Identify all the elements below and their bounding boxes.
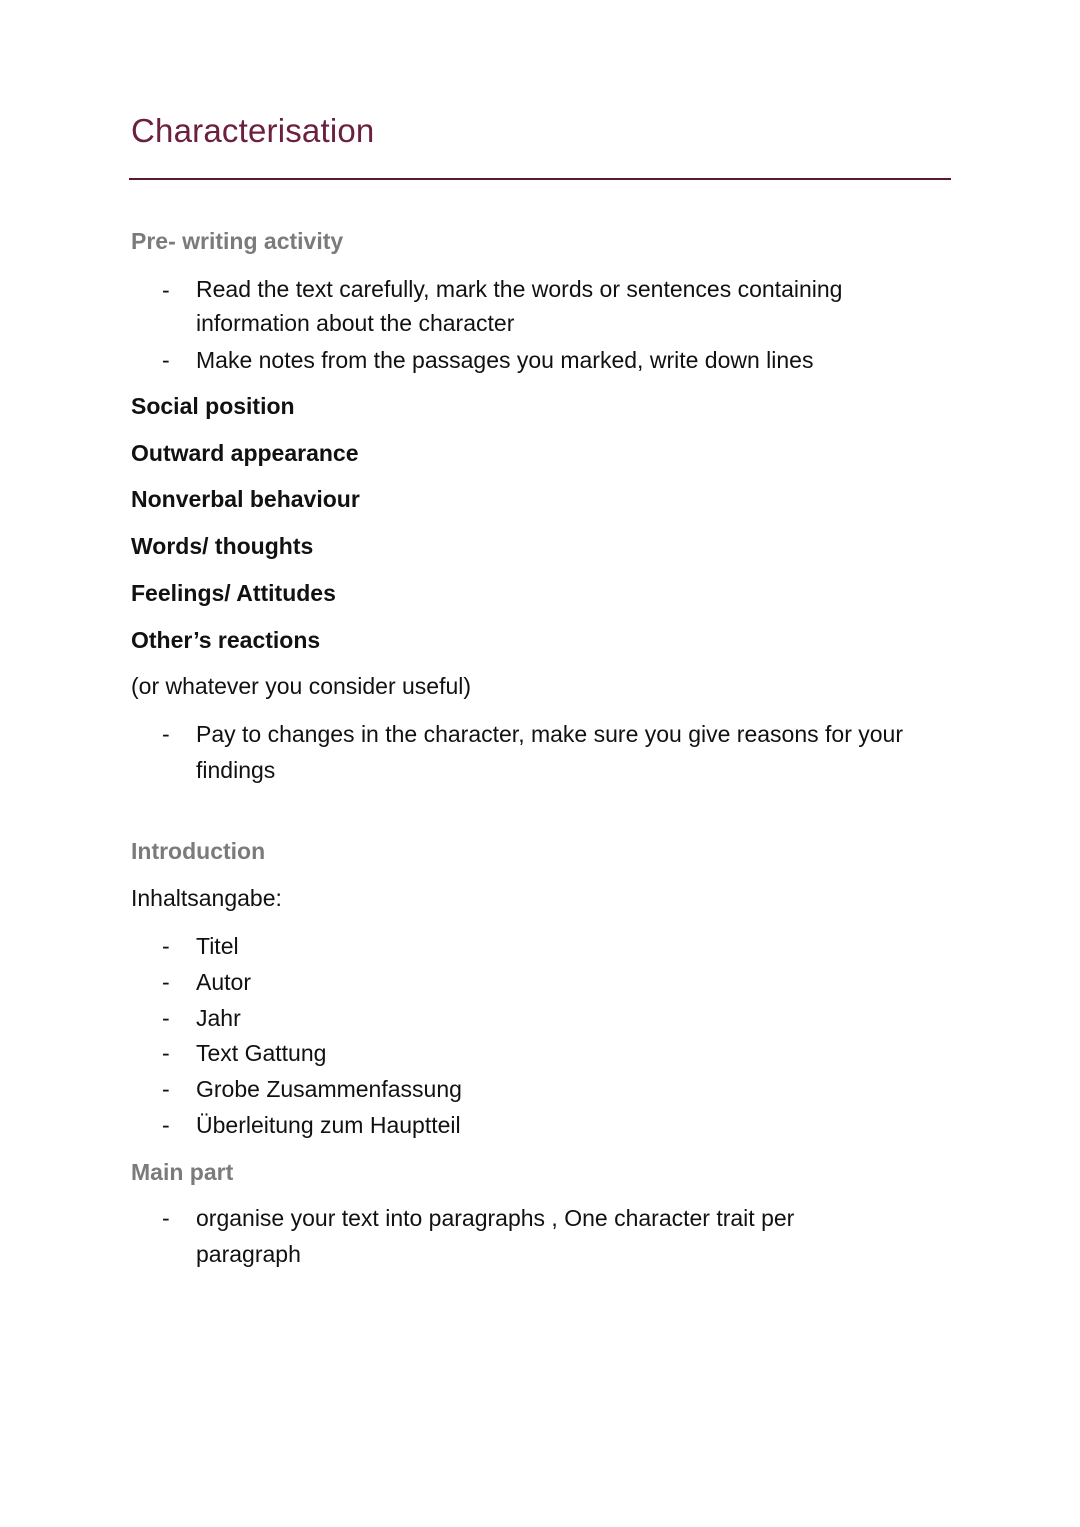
category-label: Nonverbal behaviour	[131, 486, 360, 512]
list-item: Titel	[196, 933, 239, 959]
bullet-dash: -	[162, 721, 170, 747]
section-heading-main-part: Main part	[131, 1159, 234, 1185]
category-label: Social position	[131, 393, 295, 419]
bullet-dash: -	[162, 347, 170, 373]
title-underline	[129, 178, 951, 180]
bullet-dash: -	[162, 969, 170, 995]
bullet-dash: -	[162, 277, 170, 303]
bullet-dash: -	[162, 1040, 170, 1066]
list-item: Überleitung zum Hauptteil	[196, 1112, 461, 1138]
bullet-dash: -	[162, 1005, 170, 1031]
bullet-dash: -	[162, 1205, 170, 1231]
list-item: Make notes from the passages you marked, write down lines	[196, 347, 814, 373]
bullet-dash: -	[162, 1112, 170, 1138]
list-item: Text Gattung	[196, 1040, 327, 1066]
page-title: Characterisation	[131, 112, 375, 149]
bullet-dash: -	[162, 933, 170, 959]
subheading-inhaltsangabe: Inhaltsangabe:	[131, 885, 282, 911]
section-heading-introduction: Introduction	[131, 838, 266, 864]
category-label: Other’s reactions	[131, 627, 321, 653]
category-label: Outward appearance	[131, 440, 359, 466]
category-label: Feelings/ Attitudes	[131, 580, 336, 606]
note-text: (or whatever you consider useful)	[131, 673, 472, 699]
list-item: Grobe Zusammenfassung	[196, 1076, 462, 1102]
list-item: Autor	[196, 969, 251, 995]
category-label: Words/ thoughts	[131, 533, 314, 559]
list-item: Read the text carefully, mark the words or sentences containing information about the character	[196, 276, 843, 336]
list-item: Jahr	[196, 1005, 241, 1031]
list-item: organise your text into paragraphs , One character trait per paragraph	[196, 1205, 795, 1267]
bullet-dash: -	[162, 1076, 170, 1102]
section-heading-prewriting: Pre- writing activity	[131, 228, 344, 254]
list-item: Pay to changes in the character, make sure you give reasons for your findings	[196, 721, 903, 783]
